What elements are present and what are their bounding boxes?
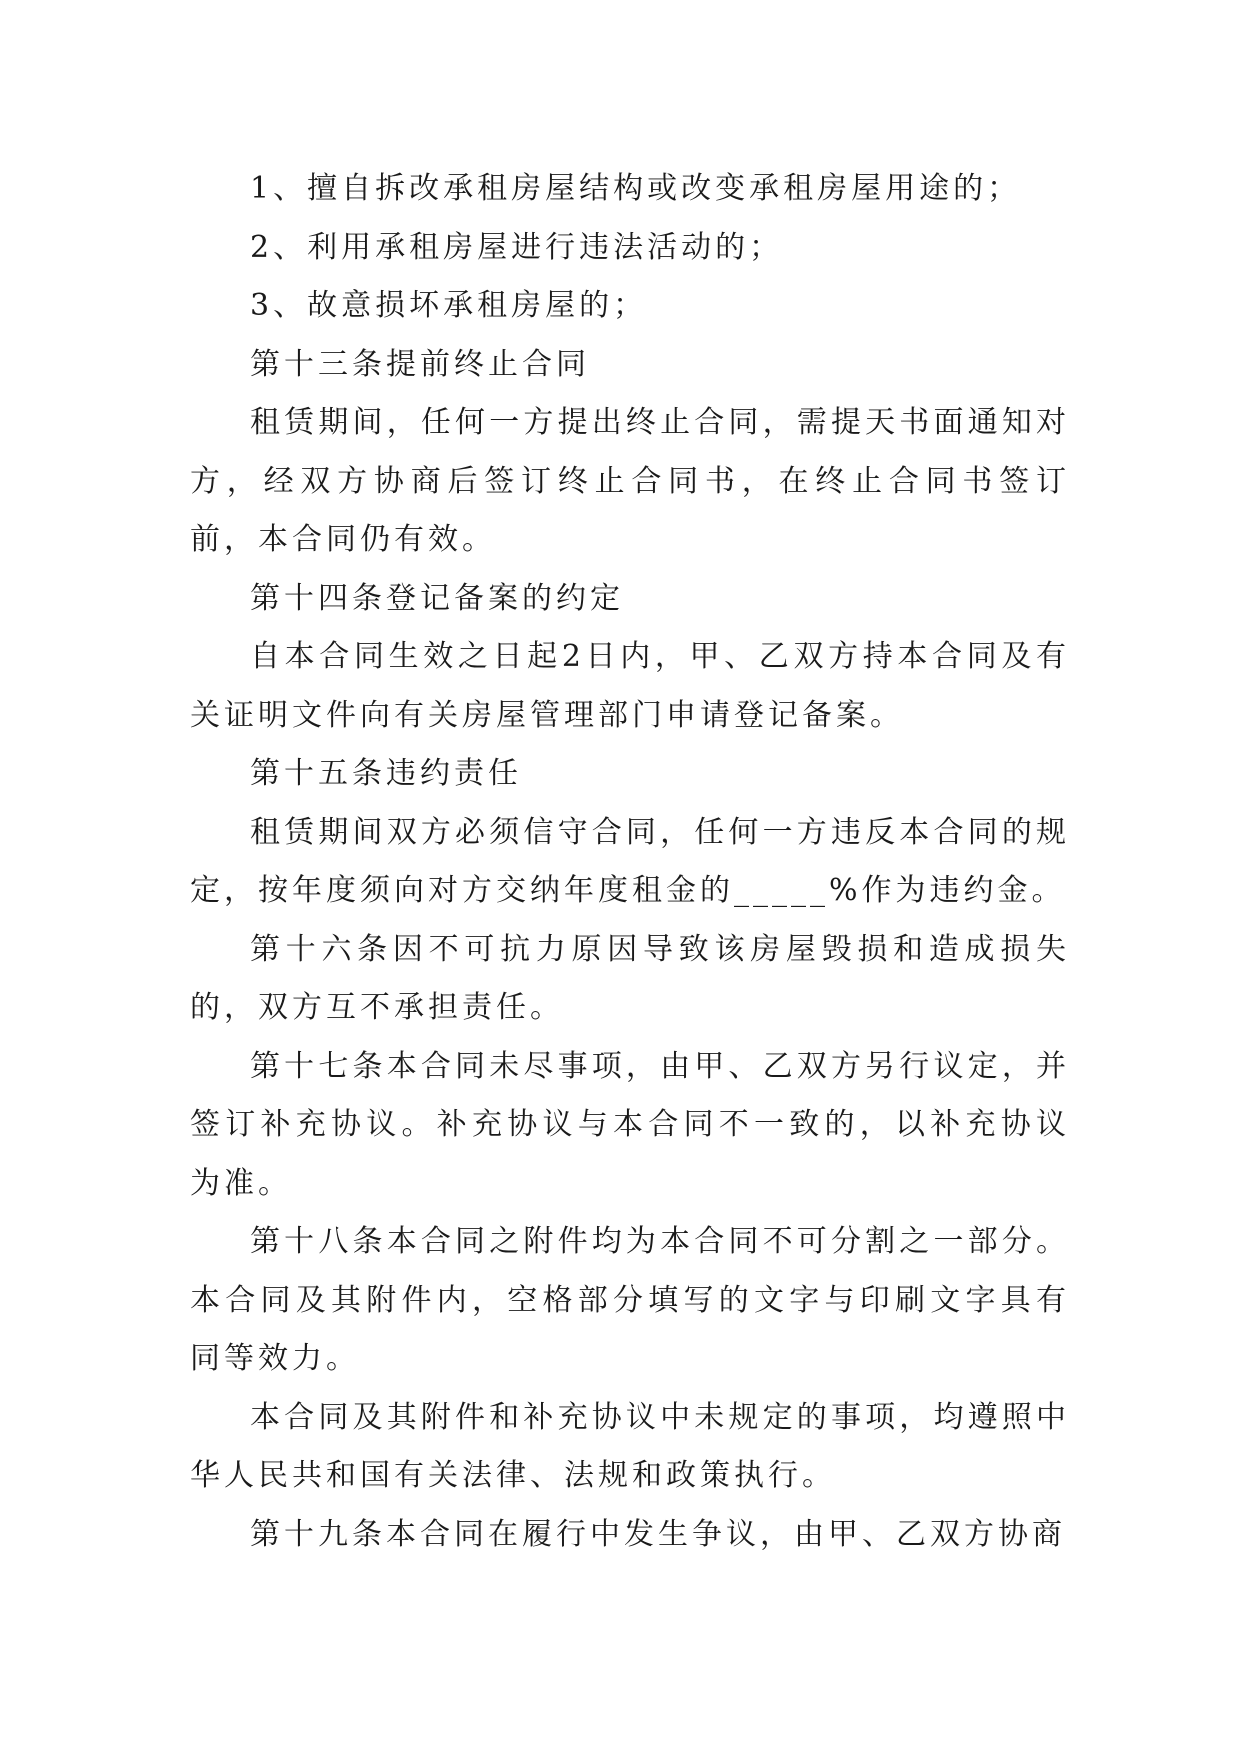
article-16-paragraph: 第十六条因不可抗力原因导致该房屋毁损和造成损失的，双方互不承担责任。 xyxy=(190,931,1070,1025)
article-15-body: 租赁期间双方必须信守合同，任何一方违反本合同的规定，按年度须向对方交纳年度租金的_____%作为违约金。 xyxy=(190,814,1070,908)
article-18-paragraph: 第十八条本合同之附件均为本合同不可分割之一部分。本合同及其附件内，空格部分填写的文字与印刷文字具有同等效力。 xyxy=(190,1224,1070,1376)
document-body xyxy=(190,160,1070,1564)
paragraph-item-1: 1、擅自拆改承租房屋结构或改变承租房屋用途的； xyxy=(250,171,1022,206)
article-15-heading: 第十五条违约责任 xyxy=(250,756,522,791)
article-17-paragraph: 第十七条本合同未尽事项，由甲、乙双方另行议定，并签订补充协议。补充协议与本合同不一致的，以补充协议为准。 xyxy=(190,1048,1070,1201)
article-13-body: 租赁期间，任何一方提出终止合同，需提天书面通知对方，经双方协商后签订终止合同书，在终止合同书签订前，本合同仍有效。 xyxy=(190,405,1070,557)
paragraph-item-2: 2、利用承租房屋进行违法活动的； xyxy=(250,229,784,265)
article-19-paragraph: 第十九条本合同在履行中发生争议，由甲、乙双方协商 xyxy=(250,1516,1066,1552)
unregulated-matters-paragraph: 本合同及其附件和补充协议中未规定的事项，均遵照中华人民共和国有关法律、法规和政策执行。 xyxy=(190,1399,1070,1493)
paragraph-item-3: 3、故意损坏承租房屋的； xyxy=(250,288,648,323)
article-14-body: 自本合同生效之日起2日内，甲、乙双方持本合同及有关证明文件向有关房屋管理部门申请登记备案。 xyxy=(190,639,1070,733)
article-13-heading: 第十三条提前终止合同 xyxy=(250,346,590,382)
article-14-heading: 第十四条登记备案的约定 xyxy=(250,580,624,616)
